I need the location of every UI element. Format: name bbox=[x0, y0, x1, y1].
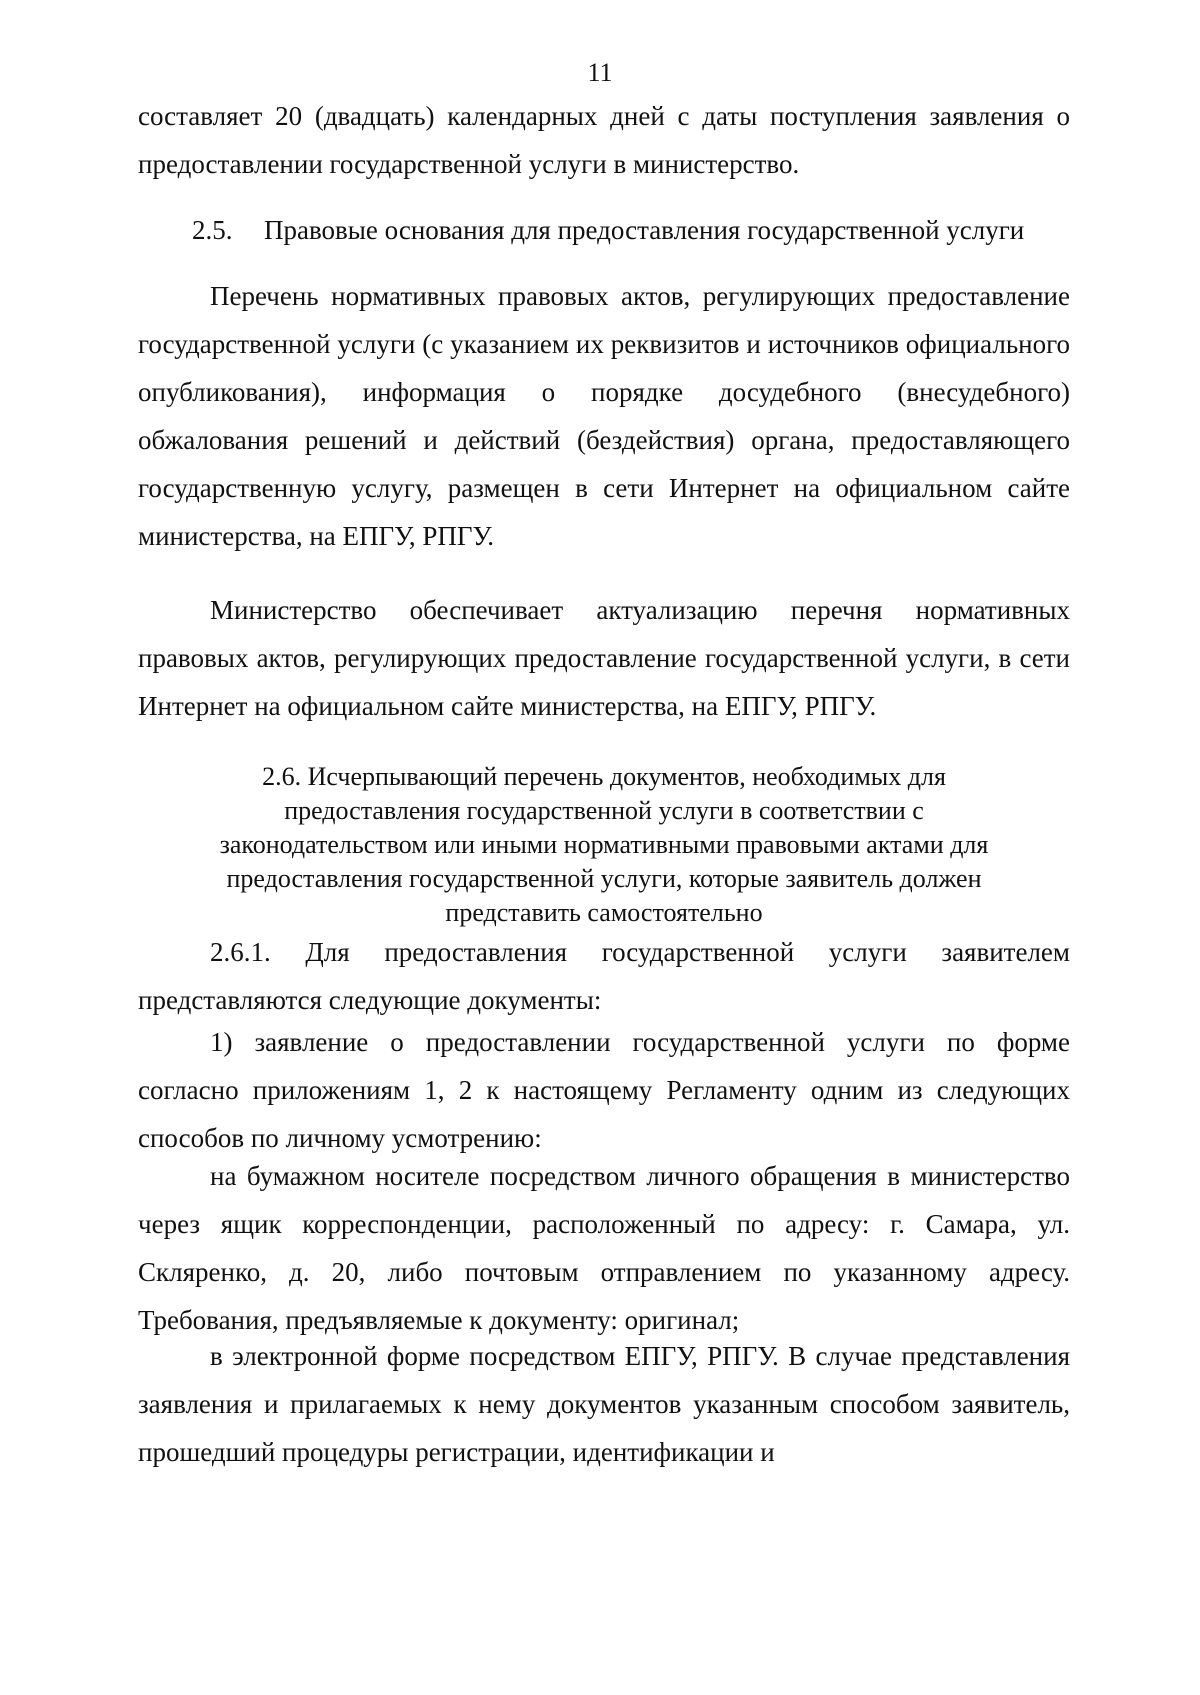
section-2-5-title: Правовые основания для предоставления государственной услуги bbox=[264, 215, 1025, 245]
paragraph-2-5-a: Перечень нормативных правовых актов, регулирующих предоставление государственной услуги (с указанием их реквизитов и источников официального опубликования), информация о порядке досудебного (внесудебного) обжалования решений и действий (бездействия) органа, предоставляющего государственную услугу, размещен в сети Интернет на официальном сайте министерства, на ЕПГУ, РПГУ. bbox=[138, 281, 1070, 551]
paragraph-intro-block bbox=[138, 92, 1070, 188]
paragraph-2-5-b-block bbox=[138, 586, 1070, 730]
section-2-5-number: 2.5. bbox=[192, 215, 233, 245]
section-2-6-line-3: законодательством или иными нормативными правовыми актами для bbox=[219, 830, 989, 859]
paragraph-electronic: в электронной форме посредством ЕПГУ, РПГУ. В случае представления заявления и прилагаемых к нему документов указанным способом заявитель, прошедший процедуры регистрации, идентификации и bbox=[138, 1341, 1070, 1467]
paragraph-electronic-block bbox=[138, 1332, 1070, 1476]
section-2-6-line-1: 2.6. Исчерпывающий перечень документов, необходимых для bbox=[262, 762, 946, 791]
section-2-6-line-4: предоставления государственной услуги, которые заявитель должен bbox=[226, 864, 982, 893]
section-2-6-line-2: предоставления государственной услуги в соответствии с bbox=[284, 796, 924, 825]
paragraph-paper-block bbox=[138, 1152, 1070, 1344]
paragraph-2-5-b: Министерство обеспечивает актуализацию перечня нормативных правовых актов, регулирующих предоставление государственной услуги, в сети Интернет на официальном сайте министерства, на ЕПГУ, РПГУ. bbox=[138, 595, 1070, 721]
paragraph-intro: составляет 20 (двадцать) календарных дней с даты поступления заявления о предоставлении государственной услуги в министерство. bbox=[138, 101, 1070, 179]
section-2-6-line-5: представить самостоятельно bbox=[445, 898, 763, 927]
page-number: 11 bbox=[587, 58, 613, 87]
section-2-5-heading bbox=[138, 210, 1070, 250]
paragraph-item-1: 1) заявление о предоставлении государственной услуги по форме согласно приложениям 1, 2 к настоящему Регламенту одним из следующих способов по личному усмотрению: bbox=[138, 1027, 1070, 1153]
paragraph-paper: на бумажном носителе посредством личного обращения в министерство через ящик корреспонденции, расположенный по адресу: г. Самара, ул. Скляренко, д. 20, либо почтовым отправлением по указанному адресу. Требования, предъявляемые к документу: оригинал; bbox=[138, 1161, 1070, 1335]
paragraph-item-1-block bbox=[138, 1018, 1070, 1162]
paragraph-2-5-a-block bbox=[138, 272, 1070, 560]
section-2-6-heading bbox=[138, 760, 1070, 930]
paragraph-2-6-1: 2.6.1. Для предоставления государственной услуги заявителем представляются следующие документы: bbox=[138, 937, 1070, 1015]
paragraph-2-6-1-block bbox=[138, 928, 1070, 1024]
